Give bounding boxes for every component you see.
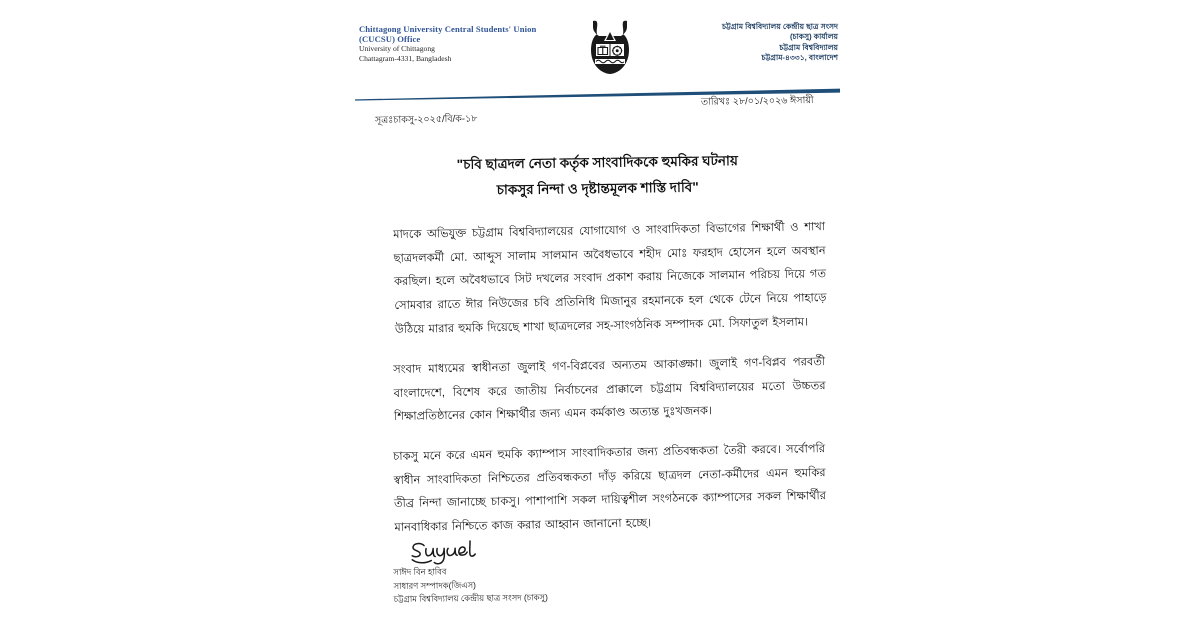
letterhead <box>355 12 840 78</box>
org-name-en-line2: (CUCSU) Office <box>359 34 421 45</box>
org-name-en-line1: Chittagong University Central Students' Union <box>359 24 537 34</box>
reference-number: সূত্রঃচাকসু-২০২৫/বি/ক-১৮ <box>374 113 478 126</box>
university-crest-icon <box>587 17 633 77</box>
letter-sheet <box>355 12 840 618</box>
reference-date-row <box>355 94 840 128</box>
letterhead-bangla-block <box>633 22 838 63</box>
address-en-line1: University of Chittagong <box>359 44 435 54</box>
signatory-name: সাঈদ বিন হাবিব <box>393 566 447 577</box>
signature-block <box>393 536 694 606</box>
body-paragraph-1: মাদকে অভিযুক্ত চট্টগ্রাম বিশ্ববিদ্যালয়ের যোগাযোগ ও সাংবাদিকতা বিভাগের শিক্ষার্থী ও শাখা ছাত্রদলকর্মী মো. আব্দুস সালাম সালমান অবৈধভাবে শহীদ মোঃ ফরহাদ হোসেন হলে অবস্থান করছিল। হলে অবৈধভাবে সিট দখলের সংবাদ প্রকাশ করায় নিজেকে সালমান পরিচয় দিয়ে গত সোমবার রাতে ঈার নিউজের চবি প্রতিনিধি মিজানুর রহমানকে হল থেকে টেনে নিয়ে পাহাড়ে উঠিয়ে মারার হুমকি দিয়েছে শাখা ছাত্রদলের সহ-সাংগঠনিক সম্পাদক মো. সিফাতুল ইসলাম। <box>393 221 827 336</box>
body-paragraph-3: চাকসু মনে করে এমন হুমকি ক্যাম্পাস সাংবাদিকতার জন্য প্রতিবন্ধকতা তৈরী করবে। সর্বোপরি স্বাধীন সাংবাদিকতা নিশ্চিতের প্রতিবন্ধকতা দাঁড় করিয়ে ছাত্রদল নেতা-কর্মীদের এমন হুমকির তীব্র নিন্দা জানাচ্ছে চাকসু। পাশাপাশি সকল দায়িত্বশীল সংগঠনকে ক্যাম্পাসের সকল শিক্ষার্থীর মানবাধিকার নিশ্চিতে কাজ করার আহ্বান জানানো হচ্ছে। <box>393 442 827 534</box>
address-bn-line: চট্টগ্রাম-৪৩৩১, বাংলাদেশ <box>761 52 838 62</box>
address-en-line2: Chattagram-4331, Bangladesh <box>359 53 452 63</box>
org-name-bn-line1: চট্টগ্রাম বিশ্ববিদ্যালয় কেন্দ্রীয় ছাত্র সংসদ <box>722 22 838 31</box>
org-name-bn-line2: (চাকসু) কার্যালয় <box>789 32 838 42</box>
handwritten-signature <box>407 536 693 565</box>
signatory-designation: সাধারণ সম্পাদক(জিএস) <box>393 579 477 591</box>
page-title-line1: "চবি ছাত্রদল নেতা কর্তৃক সাংবাদিককে হুমকির ঘটনায় <box>456 153 738 172</box>
letterhead-english-block <box>359 24 574 64</box>
signatory-organization: চট্টগ্রাম বিশ্ববিদ্যালয় কেন্দ্রীয় ছাত্র সংসদ (চাকসু) <box>393 592 548 605</box>
body-text <box>393 221 827 557</box>
page-title <box>355 147 841 206</box>
document-date: তারিখঃ ২৮/০১/২০২৬ ঈসায়ী <box>701 95 815 108</box>
org-name-bn-line3: চট্টগ্রাম বিশ্ববিদ্যালয় <box>779 42 838 52</box>
page-title-line2: চাকসুর নিন্দা ও দৃষ্টান্তমূলক শাস্তি দাবি" <box>496 179 699 198</box>
body-paragraph-2: সংবাদ মাধ্যমের স্বাধীনতা জুলাই গণ-বিপ্লবের অন্যতম আকাঙ্ক্ষা। জুলাই গণ-বিপ্লব পরবর্তী বাংলাদেশে, বিশেষ করে জাতীয় নির্বাচনের প্রাক্কালে চট্টগ্রাম বিশ্ববিদ্যালয়ের মতো উচ্চতর শিক্ষাপ্রতিষ্ঠানের কোন শিক্ষার্থীর জন্য এমন কর্মকাণ্ড অত্যন্ত দুঃখজনক। <box>393 355 826 424</box>
